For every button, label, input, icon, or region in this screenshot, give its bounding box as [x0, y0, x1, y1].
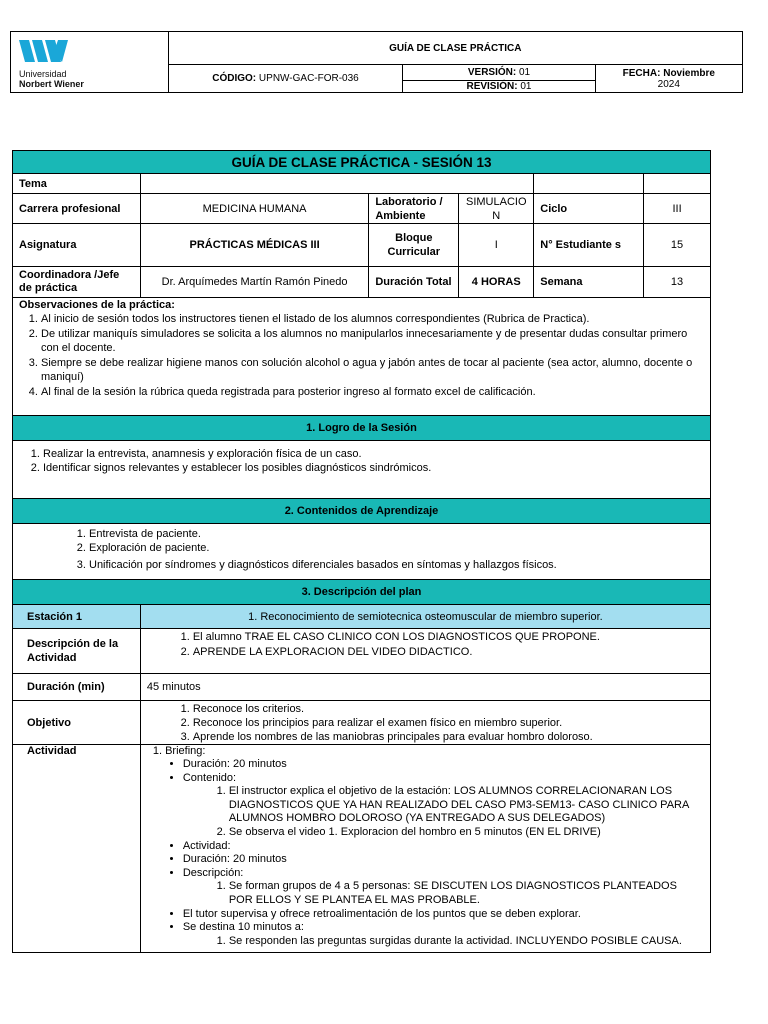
actividad-bullet: • Actividad:	[183, 840, 702, 854]
contenido-label: Contenido:	[182, 771, 237, 784]
descripcion-subitem: 1. Se forman grupos de 4 a 5 personas: SE DISCUTEN LOS DIAGNOSTICOS PLANTEADOS POR ELLOS Y SE PLANTEA EL MAS PROBABLE.	[229, 880, 702, 907]
ciclo-label: Ciclo	[534, 194, 644, 224]
logro-header-row	[13, 416, 711, 441]
duracion-label: Duración (min)	[13, 674, 141, 701]
date-value-month: Noviembre	[663, 67, 715, 79]
destina-sublist	[183, 935, 702, 949]
estudiantes-value: 15	[644, 224, 711, 267]
objetivo-list	[141, 702, 710, 744]
observaciones-cell	[13, 298, 711, 416]
observacion-item: 4. Al final de la sesión la rúbrica queda registrada para posterior ingreso al formato excel de calificación.	[41, 385, 704, 399]
contenidos-cell	[13, 524, 711, 580]
plan-title: 3. Descripción del plan	[13, 580, 711, 605]
descripcion-sublist	[183, 880, 702, 907]
tema-value	[140, 174, 533, 194]
destina-subitem: 1. Se responden las preguntas surgidas durante la actividad. INCLUYENDO POSIBLE CAUSA.	[229, 935, 702, 949]
lab-label: Laboratorio / Ambiente	[369, 194, 459, 224]
carrera-label: Carrera profesional	[13, 194, 141, 224]
logro-list	[13, 447, 710, 475]
estacion-row	[13, 605, 711, 629]
main-title-row	[13, 151, 711, 174]
objetivo-item: 2. Reconoce los principios para realizar el examen físico en miembro superior.	[193, 716, 710, 730]
observaciones-row	[13, 298, 711, 416]
logro-title: 1. Logro de la Sesión	[13, 416, 711, 441]
university-logo	[19, 36, 160, 88]
actividad-row	[13, 745, 711, 953]
duracion-total-value: 4 HORAS	[459, 267, 534, 298]
coord-value: Dr. Arquímedes Martín Ramón Pinedo	[140, 267, 368, 298]
contenido-subitem: 2. Se observa el video 1. Exploracion del hombro en 5 minutos (EN EL DRIVE)	[229, 826, 702, 840]
logro-item: 1. Realizar la entrevista, anamnesis y exploración física de un caso.	[43, 447, 710, 461]
estudiantes-label: N° Estudiante s	[534, 224, 644, 267]
actividad-bullet: • El tutor supervisa y ofrece retroalimentación de los puntos que se deben explorar.	[183, 908, 702, 922]
contenidos-title: 2. Contenidos de Aprendizaje	[13, 499, 711, 524]
revision-value: 01	[520, 81, 532, 92]
plan-header-row	[13, 580, 711, 605]
contenido-item: 3. Unificación por síndromes y diagnósticos diferenciales basados en síntomas y hallazgos físicos.	[89, 558, 710, 572]
estacion-label: Estación 1	[13, 605, 141, 629]
descripcion-sublabel: Descripción:	[182, 866, 244, 879]
observaciones-list	[19, 312, 704, 399]
asignatura-row	[13, 224, 711, 267]
document-header	[10, 31, 743, 93]
asignatura-value: PRÁCTICAS MÉDICAS III	[140, 224, 368, 267]
logo-mark-icon	[19, 38, 71, 64]
tema-row	[13, 174, 711, 194]
tema-label: Tema	[13, 174, 141, 194]
descripcion-row	[13, 629, 711, 674]
asignatura-label: Asignatura	[13, 224, 141, 267]
contenido-subitem: 1. El instructor explica el objetivo de la estación: LOS ALUMNOS CORRELACIONARAN LOS DIAGNOSTICOS QUE YA HAN REALIZADO DEL CASO PM3-SEM13- CASO CLINICO PARA ALUMNOS HOMBRO DOLOROSO (YA ENTREGADO A SUS DELEGADOS)	[229, 785, 702, 826]
contenidos-content-row	[13, 524, 711, 580]
descripcion-item: 1. El alumno TRAE EL CASO CLINICO CON LOS DIAGNOSTICOS QUE PROPONE.	[193, 630, 710, 645]
version-cell	[403, 65, 595, 81]
duracion-value: 45 minutos	[140, 674, 710, 701]
ciclo-value: III	[644, 194, 711, 224]
descripcion-item: 2. APRENDE LA EXPLORACION DEL VIDEO DIDACTICO.	[193, 645, 710, 660]
version-label: VERSIÓN:	[467, 67, 517, 78]
objetivo-item: 3. Aprende los nombres de las maniobras principales para evaluar hombro doloroso.	[193, 730, 710, 744]
coord-label: Coordinadora /Jefe de práctica	[13, 267, 141, 298]
date-cell	[595, 65, 742, 93]
version-value: 01	[518, 67, 531, 78]
coordinadora-row	[13, 267, 711, 298]
duracion-row	[13, 674, 711, 701]
actividad-bullet	[183, 921, 702, 948]
descripcion-label: Descripción de la Actividad	[13, 629, 141, 674]
actividad-bullet: • Duración: 20 minutos	[183, 758, 702, 772]
document-title: GUÍA DE CLASE PRÁCTICA	[168, 32, 742, 65]
briefing-title: 1. Briefing:	[152, 745, 206, 757]
actividad-bullet: • Duración: 20 minutos	[183, 853, 702, 867]
objetivo-item: 1. Reconoce los criterios.	[193, 702, 710, 716]
observacion-item: 3. Siempre se debe realizar higiene manos con solución alcohol o agua y jabón antes de tocar al paciente (sea actor, alumno, docente o maniquí)	[41, 356, 704, 384]
duracion-total-label: Duración Total	[369, 267, 459, 298]
observaciones-title: Observaciones de la práctica:	[19, 299, 175, 311]
contenido-item: 2. Exploración de paciente.	[89, 541, 710, 555]
observacion-item: 1. Al inicio de sesión todos los instructores tienen el listado de los alumnos correspondientes (Rubrica de Practica).	[41, 312, 704, 326]
logro-content-row	[13, 441, 711, 499]
tema-empty-1	[534, 174, 644, 194]
logo-text-line2: Norbert Wiener	[19, 79, 84, 89]
logo-text-line1: Universidad	[19, 69, 67, 79]
main-title: GUÍA DE CLASE PRÁCTICA - SESIÓN 13	[13, 151, 711, 174]
contenidos-header-row	[13, 499, 711, 524]
date-label: FECHA:	[622, 67, 661, 79]
tema-empty-2	[644, 174, 711, 194]
lab-value: SIMULACIO N	[459, 194, 534, 224]
bloque-value: I	[459, 224, 534, 267]
estacion-value: 1. Reconocimiento de semiotecnica osteomuscular de miembro superior.	[140, 605, 710, 629]
contenidos-list	[13, 527, 710, 572]
date-value-year: 2024	[657, 78, 680, 90]
carrera-value: MEDICINA HUMANA	[140, 194, 368, 224]
actividad-bullet	[183, 772, 702, 840]
carrera-row	[13, 194, 711, 224]
contenido-item: 1. Entrevista de paciente.	[89, 527, 710, 541]
code-label: CÓDIGO:	[212, 73, 257, 84]
descripcion-list	[141, 630, 710, 660]
semana-label: Semana	[534, 267, 644, 298]
actividad-bullets	[153, 758, 702, 948]
bloque-label: Bloque Curricular	[369, 224, 459, 267]
semana-value: 13	[644, 267, 711, 298]
revision-cell	[403, 81, 595, 93]
actividad-label: Actividad	[13, 745, 141, 953]
code-cell	[168, 65, 403, 93]
actividad-bullet	[183, 867, 702, 908]
descripcion-cell	[140, 629, 710, 674]
logro-item: 2. Identificar signos relevantes y establecer los posibles diagnósticos sindrómicos.	[43, 461, 710, 475]
logo-cell	[11, 32, 169, 93]
objetivo-cell	[140, 701, 710, 745]
code-value: UPNW-GAC-FOR-036	[258, 73, 359, 84]
observacion-item: 2. De utilizar maniquís simuladores se solicita a los alumnos no manipularlos innecesariamente y de presentar dudas consultar primero con el docente.	[41, 327, 704, 355]
contenido-sublist	[183, 785, 702, 839]
revision-label: REVISIÓN:	[466, 81, 518, 92]
destina-label: Se destina 10 minutos a:	[182, 921, 304, 934]
session-guide-table	[12, 150, 711, 953]
objetivo-label: Objetivo	[13, 701, 141, 745]
actividad-cell	[140, 745, 710, 953]
objetivo-row	[13, 701, 711, 745]
logro-cell	[13, 441, 711, 499]
